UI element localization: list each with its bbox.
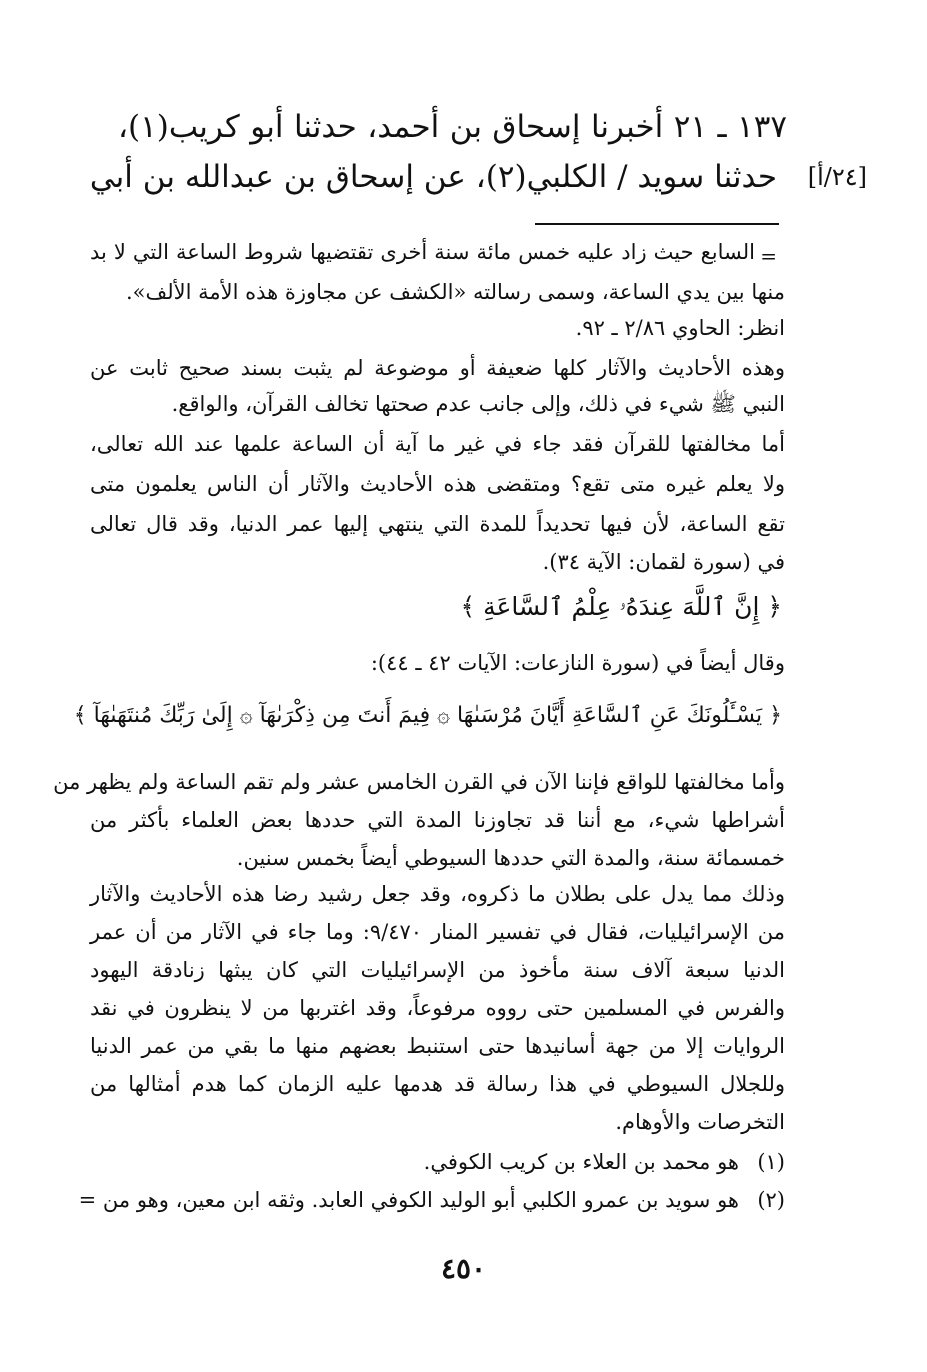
commentary-line: وذلك مما يدل على بطلان ما ذكروه، وقد جعل رشيد رضا هذه الأحاديث والآثار	[90, 882, 785, 906]
footnote-1	[90, 1150, 785, 1174]
continuation-mark: =	[760, 244, 777, 268]
commentary-line: وهذه الأحاديث والآثار كلها ضعيفة أو موضوعة لم يثبت بسند صحيح ثابت عن	[90, 356, 785, 380]
commentary-line: خمسمائة سنة، والمدة التي حددها السيوطي أيضاً بخمس سنين.	[236, 846, 785, 870]
commentary-line: منها بين يدي الساعة، وسمى رسالته «الكشف عن مجاوزة هذه الأمة الألف».	[125, 280, 785, 304]
commentary-line: وأما مخالفتها للواقع فإننا الآن في القرن الخامس عشر ولم تقم الساعة ولم يظهر من	[53, 770, 785, 794]
commentary-line: التخرصات والأوهام.	[615, 1110, 785, 1134]
commentary-line: أشراطها شيء، مع أننا قد تجاوزنا المدة التي حددها بعض العلماء بأكثر من	[90, 808, 785, 832]
main-text-line-2: حدثنا سويد / الكلبي(٢)، عن إسحاق بن عبدالله بن أبي	[89, 159, 777, 195]
footnote-2	[60, 1188, 785, 1212]
footnote-text: هو سويد بن عمرو الكلبي أبو الوليد الكوفي العابد. وثقه ابن معين، وهو من =	[78, 1188, 739, 1212]
commentary-line: من الإسرائيليات، فقال في تفسير المنار ٩/٤٧٠: وما جاء في الآثار من أن عمر	[90, 920, 785, 944]
commentary-line: انظر: الحاوي ٢/٨٦ ـ ٩٢.	[575, 316, 785, 340]
commentary-line: ولا يعلم غيره متى تقع؟ ومتقضى هذه الأحاديث والآثار أن الناس يعلمون متى	[90, 472, 785, 496]
commentary-line: النبي ﷺ شيء في ذلك، وإلى جانب عدم صحتها تخالف القرآن، والواقع.	[171, 392, 785, 416]
commentary-line: وللجلال السيوطي في هذا رسالة قد هدمها عليه الزمان كما هدم أمثالها من	[90, 1072, 785, 1096]
footnote-number: (٢)	[757, 1188, 785, 1212]
footnote-separator	[535, 223, 779, 225]
commentary-line: الروايات إلا من جهة أسانيدها حتى استنبط بعضهم منها ما بقي من عمر الدنيا	[90, 1034, 785, 1058]
commentary-intro-2: وقال أيضاً في (سورة النازعات: الآيات ٤٢ ـ ٤٤):	[370, 651, 785, 675]
commentary-line: الدنيا سبعة آلاف سنة مأخوذ من الإسرائيليات التي كان يبثها زنادقة اليهود	[90, 958, 785, 982]
commentary-line: والفرس في المسلمين حتى رووه مرفوعاً، وقد اغتربها من لا ينظرون في نقد	[90, 996, 785, 1020]
commentary-line: السابع حيث زاد عليه خمس مائة سنة أخرى تقتضيها شروط الساعة التي لا بد	[90, 240, 755, 264]
page-number: ٤٥٠	[440, 1252, 487, 1285]
footnote-text: هو محمد بن العلاء بن كريب الكوفي.	[423, 1150, 739, 1174]
footnote-number: (١)	[757, 1150, 785, 1174]
quran-verse-2: ﴿ يَسْـَٔلُونَكَ عَنِ ٱلسَّاعَةِ أَيَّانَ مُرْسَىٰهَا ۞ فِيمَ أَنتَ مِن ذِكْرَىٰهَآ ۞ إِلَىٰ رَبِّكَ مُنتَهَىٰهَآ ﴾	[73, 703, 782, 728]
commentary-line: أما مخالفتها للقرآن فقد جاء في غير ما آية أن الساعة علمها عند الله تعالى،	[90, 432, 785, 456]
quran-verse-1: ﴿ إِنَّ ٱللَّهَ عِندَهُۥ عِلْمُ ٱلسَّاعَةِ ﴾	[460, 592, 782, 621]
commentary-line: تقع الساعة، لأن فيها تحديداً للمدة التي ينتهي إليها عمر الدنيا، وقد قال تعالى	[90, 512, 785, 536]
folio-marker: [٢٤/أ]	[807, 163, 867, 191]
commentary-line: في (سورة لقمان: الآية ٣٤).	[542, 550, 785, 574]
main-text-line-1: ١٣٧ ـ ٢١ أخبرنا إسحاق بن أحمد، حدثنا أبو كريب(١)،	[118, 109, 787, 145]
